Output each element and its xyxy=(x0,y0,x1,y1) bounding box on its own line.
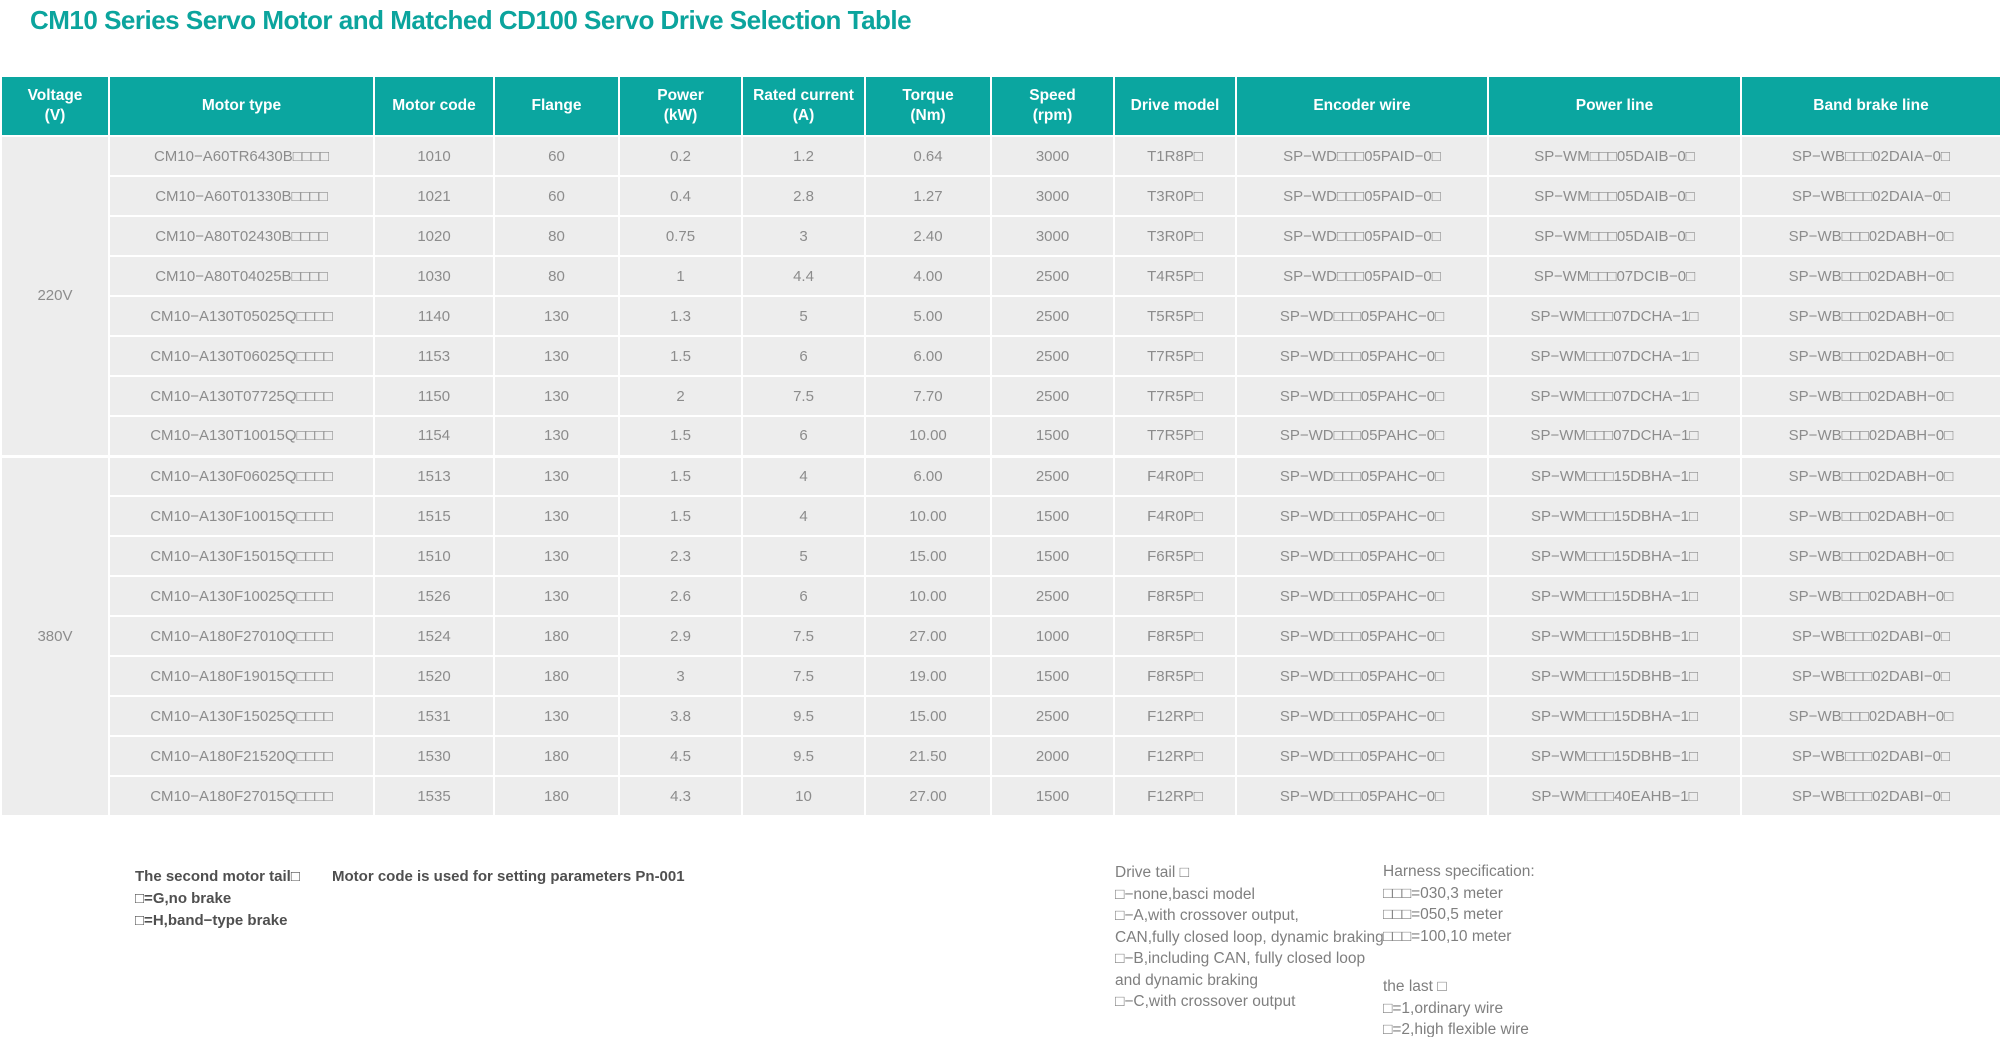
table-cell: SP−WD□□□05PAHC−0□ xyxy=(1236,616,1488,656)
table-cell: SP−WB□□□02DABI−0□ xyxy=(1741,776,2000,816)
table-cell: 1000 xyxy=(991,616,1114,656)
table-cell: SP−WM□□□07DCHA−1□ xyxy=(1488,376,1741,416)
note-line: □−A,with crossover output, xyxy=(1115,907,1299,924)
note-line: □−C,with crossover output xyxy=(1115,993,1296,1010)
note-motor-tail-lines xyxy=(135,888,300,932)
table-row xyxy=(1,136,2000,176)
table-cell: 1.3 xyxy=(619,296,742,336)
table-cell: 60 xyxy=(494,176,619,216)
table-cell: SP−WM□□□15DBHA−1□ xyxy=(1488,456,1741,496)
selection-table-body xyxy=(1,136,2000,816)
table-cell: SP−WB□□□02DABH−0□ xyxy=(1741,216,2000,256)
voltage-cell: 380V xyxy=(1,456,109,816)
note-harness xyxy=(1383,861,1535,947)
table-cell: 1513 xyxy=(374,456,494,496)
table-cell: T7R5P□ xyxy=(1114,376,1236,416)
table-cell: SP−WM□□□15DBHB−1□ xyxy=(1488,736,1741,776)
note-last-square-lines xyxy=(1383,998,1529,1037)
table-cell: SP−WM□□□15DBHB−1□ xyxy=(1488,616,1741,656)
table-cell: 2.40 xyxy=(865,216,991,256)
table-row xyxy=(1,696,2000,736)
table-cell: 1140 xyxy=(374,296,494,336)
table-cell: 3.8 xyxy=(619,696,742,736)
table-cell: CM10−A80T02430B□□□□ xyxy=(109,216,374,256)
table-cell: 2500 xyxy=(991,296,1114,336)
table-cell: 2.9 xyxy=(619,616,742,656)
table-cell: SP−WD□□□05PAHC−0□ xyxy=(1236,336,1488,376)
table-cell: 0.2 xyxy=(619,136,742,176)
table-cell: SP−WM□□□07DCHA−1□ xyxy=(1488,336,1741,376)
table-cell: 1500 xyxy=(991,496,1114,536)
table-cell: 15.00 xyxy=(865,696,991,736)
note-harness-title: Harness specification: xyxy=(1383,863,1535,880)
table-cell: 2500 xyxy=(991,256,1114,296)
table-cell: CM10−A180F27010Q□□□□ xyxy=(109,616,374,656)
table-cell: T3R0P□ xyxy=(1114,176,1236,216)
table-cell: 6.00 xyxy=(865,456,991,496)
table-cell: SP−WM□□□15DBHA−1□ xyxy=(1488,536,1741,576)
note-line: □□□=030,3 meter xyxy=(1383,884,1503,902)
table-cell: 5 xyxy=(742,296,865,336)
table-cell: SP−WB□□□02DABH−0□ xyxy=(1741,576,2000,616)
table-cell: F12RP□ xyxy=(1114,776,1236,816)
table-cell: 3 xyxy=(742,216,865,256)
table-cell: F4R0P□ xyxy=(1114,496,1236,536)
table-row xyxy=(1,416,2000,456)
table-cell: 130 xyxy=(494,496,619,536)
note-drive-tail xyxy=(1115,862,1384,1013)
note-line: □□□=100,10 meter xyxy=(1383,927,1512,945)
table-cell: 1520 xyxy=(374,656,494,696)
table-cell: 130 xyxy=(494,376,619,416)
table-cell: SP−WB□□□02DABH−0□ xyxy=(1741,296,2000,336)
table-cell: CM10−A180F21520Q□□□□ xyxy=(109,736,374,776)
table-row xyxy=(1,736,2000,776)
column-header: Motor code xyxy=(374,76,494,136)
selection-table xyxy=(0,75,2000,817)
table-cell: 180 xyxy=(494,616,619,656)
table-cell: SP−WM□□□07DCHA−1□ xyxy=(1488,296,1741,336)
table-cell: 1535 xyxy=(374,776,494,816)
table-cell: 1.2 xyxy=(742,136,865,176)
column-header: Power (kW) xyxy=(619,76,742,136)
table-cell: SP−WB□□□02DABI−0□ xyxy=(1741,736,2000,776)
table-cell: 1526 xyxy=(374,576,494,616)
table-cell: 1 xyxy=(619,256,742,296)
table-cell: 7.70 xyxy=(865,376,991,416)
table-cell: T1R8P□ xyxy=(1114,136,1236,176)
table-cell: 6.00 xyxy=(865,336,991,376)
table-cell: 21.50 xyxy=(865,736,991,776)
table-cell: 7.5 xyxy=(742,376,865,416)
table-cell: SP−WM□□□05DAIB−0□ xyxy=(1488,176,1741,216)
note-line: □□□=050,5 meter xyxy=(1383,906,1503,923)
table-cell: 1030 xyxy=(374,256,494,296)
table-cell: 10.00 xyxy=(865,576,991,616)
table-cell: F8R5P□ xyxy=(1114,656,1236,696)
table-cell: 4.3 xyxy=(619,776,742,816)
table-cell: SP−WD□□□05PAID−0□ xyxy=(1236,136,1488,176)
table-cell: SP−WD□□□05PAHC−0□ xyxy=(1236,696,1488,736)
table-cell: 180 xyxy=(494,656,619,696)
table-cell: 130 xyxy=(494,296,619,336)
table-cell: F4R0P□ xyxy=(1114,456,1236,496)
table-cell: SP−WB□□□02DAIA−0□ xyxy=(1741,136,2000,176)
table-cell: 4.4 xyxy=(742,256,865,296)
note-last-square-title: the last □ xyxy=(1383,978,1447,995)
table-cell: 130 xyxy=(494,536,619,576)
table-row xyxy=(1,576,2000,616)
table-cell: 1510 xyxy=(374,536,494,576)
table-cell: SP−WB□□□02DABH−0□ xyxy=(1741,256,2000,296)
table-cell: 2.3 xyxy=(619,536,742,576)
table-cell: SP−WD□□□05PAID−0□ xyxy=(1236,256,1488,296)
table-cell: SP−WD□□□05PAHC−0□ xyxy=(1236,496,1488,536)
note-drive-tail-title: Drive tail □ xyxy=(1115,864,1189,881)
table-cell: 0.75 xyxy=(619,216,742,256)
table-cell: SP−WB□□□02DABH−0□ xyxy=(1741,456,2000,496)
column-header: Speed (rpm) xyxy=(991,76,1114,136)
table-cell: SP−WD□□□05PAHC−0□ xyxy=(1236,736,1488,776)
table-cell: F8R5P□ xyxy=(1114,576,1236,616)
table-cell: SP−WD□□□05PAID−0□ xyxy=(1236,176,1488,216)
table-cell: 180 xyxy=(494,776,619,816)
table-cell: F6R5P□ xyxy=(1114,536,1236,576)
table-cell: 0.4 xyxy=(619,176,742,216)
table-cell: SP−WM□□□15DBHA−1□ xyxy=(1488,576,1741,616)
table-cell: 1524 xyxy=(374,616,494,656)
table-cell: SP−WB□□□02DABH−0□ xyxy=(1741,376,2000,416)
note-line: □−none,basci model xyxy=(1115,885,1255,903)
column-header: Voltage (V) xyxy=(1,76,109,136)
table-cell: SP−WD□□□05PAHC−0□ xyxy=(1236,656,1488,696)
table-cell: 4.00 xyxy=(865,256,991,296)
table-cell: 2500 xyxy=(991,336,1114,376)
table-cell: 1.5 xyxy=(619,336,742,376)
table-cell: 3 xyxy=(619,656,742,696)
table-cell: 1.5 xyxy=(619,456,742,496)
table-cell: CM10−A60T01330B□□□□ xyxy=(109,176,374,216)
note-harness-lines xyxy=(1383,883,1535,948)
table-cell: CM10−A130F06025Q□□□□ xyxy=(109,456,374,496)
table-cell: 2500 xyxy=(991,696,1114,736)
column-header: Drive model xyxy=(1114,76,1236,136)
table-cell: CM10−A130F15015Q□□□□ xyxy=(109,536,374,576)
table-cell: 6 xyxy=(742,416,865,456)
column-header: Rated current (A) xyxy=(742,76,865,136)
table-cell: 1515 xyxy=(374,496,494,536)
table-cell: SP−WD□□□05PAHC−0□ xyxy=(1236,416,1488,456)
table-cell: CM10−A130T07725Q□□□□ xyxy=(109,376,374,416)
table-cell: 0.64 xyxy=(865,136,991,176)
note-line: CAN,fully closed loop, dynamic braking xyxy=(1115,928,1384,946)
note-line: and dynamic braking xyxy=(1115,971,1259,989)
table-cell: 10 xyxy=(742,776,865,816)
column-header: Band brake line xyxy=(1741,76,2000,136)
table-cell: CM10−A130T10015Q□□□□ xyxy=(109,416,374,456)
note-motor-code xyxy=(332,866,685,888)
table-row xyxy=(1,336,2000,376)
table-cell: 5.00 xyxy=(865,296,991,336)
table-cell: T7R5P□ xyxy=(1114,416,1236,456)
table-cell: 27.00 xyxy=(865,776,991,816)
table-cell: SP−WB□□□02DABH−0□ xyxy=(1741,496,2000,536)
table-cell: 60 xyxy=(494,136,619,176)
table-cell: SP−WB□□□02DAIA−0□ xyxy=(1741,176,2000,216)
table-cell: SP−WD□□□05PAHC−0□ xyxy=(1236,776,1488,816)
table-row xyxy=(1,256,2000,296)
note-line: □−B,including CAN, fully closed loop xyxy=(1115,950,1366,967)
table-row xyxy=(1,776,2000,816)
note-line: □=H,band−type brake xyxy=(135,912,288,929)
table-cell: 1021 xyxy=(374,176,494,216)
table-cell: F12RP□ xyxy=(1114,696,1236,736)
table-cell: 2 xyxy=(619,376,742,416)
table-cell: 6 xyxy=(742,336,865,376)
table-cell: 9.5 xyxy=(742,736,865,776)
column-header: Flange xyxy=(494,76,619,136)
table-cell: 2000 xyxy=(991,736,1114,776)
table-cell: SP−WB□□□02DABH−0□ xyxy=(1741,536,2000,576)
table-cell: SP−WM□□□07DCHA−1□ xyxy=(1488,416,1741,456)
table-row xyxy=(1,536,2000,576)
note-line: □=1,ordinary wire xyxy=(1383,999,1504,1017)
table-cell: 2.8 xyxy=(742,176,865,216)
table-cell: 5 xyxy=(742,536,865,576)
table-row xyxy=(1,656,2000,696)
table-cell: 1010 xyxy=(374,136,494,176)
page-title: CM10 Series Servo Motor and Matched CD100 Servo Drive Selection Table xyxy=(30,5,912,35)
table-cell: 4.5 xyxy=(619,736,742,776)
table-cell: 1500 xyxy=(991,536,1114,576)
table-cell: 1153 xyxy=(374,336,494,376)
table-cell: 19.00 xyxy=(865,656,991,696)
table-row xyxy=(1,296,2000,336)
table-cell: 3000 xyxy=(991,216,1114,256)
table-cell: 6 xyxy=(742,576,865,616)
table-cell: 1531 xyxy=(374,696,494,736)
table-cell: 1500 xyxy=(991,776,1114,816)
table-cell: CM10−A130F15025Q□□□□ xyxy=(109,696,374,736)
table-cell: 130 xyxy=(494,696,619,736)
table-cell: SP−WD□□□05PAHC−0□ xyxy=(1236,296,1488,336)
table-cell: 130 xyxy=(494,456,619,496)
note-motor-code-text: Motor code is used for setting parameters Pn-001 xyxy=(332,868,685,885)
table-cell: 1154 xyxy=(374,416,494,456)
table-cell: 10.00 xyxy=(865,416,991,456)
table-row xyxy=(1,616,2000,656)
table-cell: CM10−A180F27015Q□□□□ xyxy=(109,776,374,816)
table-cell: 1500 xyxy=(991,416,1114,456)
note-motor-tail xyxy=(135,866,300,932)
table-cell: SP−WD□□□05PAHC−0□ xyxy=(1236,576,1488,616)
table-cell: 2500 xyxy=(991,456,1114,496)
table-cell: 27.00 xyxy=(865,616,991,656)
note-motor-tail-title: The second motor tail□ xyxy=(135,868,300,885)
table-cell: 1150 xyxy=(374,376,494,416)
column-header: Encoder wire xyxy=(1236,76,1488,136)
table-row xyxy=(1,216,2000,256)
note-line: □=2,high flexible wire xyxy=(1383,1021,1529,1037)
table-cell: 3000 xyxy=(991,136,1114,176)
table-cell: SP−WB□□□02DABH−0□ xyxy=(1741,696,2000,736)
table-cell: 130 xyxy=(494,576,619,616)
column-header: Power line xyxy=(1488,76,1741,136)
table-cell: 15.00 xyxy=(865,536,991,576)
table-row xyxy=(1,456,2000,496)
column-header: Motor type xyxy=(109,76,374,136)
table-cell: 3000 xyxy=(991,176,1114,216)
table-cell: 1020 xyxy=(374,216,494,256)
table-cell: SP−WD□□□05PAID−0□ xyxy=(1236,216,1488,256)
table-cell: 4 xyxy=(742,456,865,496)
table-cell: CM10−A130F10025Q□□□□ xyxy=(109,576,374,616)
table-cell: 10.00 xyxy=(865,496,991,536)
table-cell: CM10−A60TR6430B□□□□ xyxy=(109,136,374,176)
table-cell: CM10−A180F19015Q□□□□ xyxy=(109,656,374,696)
table-cell: SP−WB□□□02DABI−0□ xyxy=(1741,656,2000,696)
table-cell: 1530 xyxy=(374,736,494,776)
table-cell: 130 xyxy=(494,416,619,456)
table-cell: SP−WB□□□02DABH−0□ xyxy=(1741,416,2000,456)
table-cell: SP−WM□□□40EAHB−1□ xyxy=(1488,776,1741,816)
table-cell: SP−WB□□□02DABI−0□ xyxy=(1741,616,2000,656)
table-cell: SP−WM□□□15DBHB−1□ xyxy=(1488,656,1741,696)
table-cell: 2.6 xyxy=(619,576,742,616)
table-cell: SP−WM□□□07DCIB−0□ xyxy=(1488,256,1741,296)
table-cell: T4R5P□ xyxy=(1114,256,1236,296)
table-cell: SP−WD□□□05PAHC−0□ xyxy=(1236,536,1488,576)
table-cell: 7.5 xyxy=(742,616,865,656)
table-cell: 80 xyxy=(494,256,619,296)
table-cell: 1.5 xyxy=(619,416,742,456)
table-cell: F8R5P□ xyxy=(1114,616,1236,656)
table-cell: 1.5 xyxy=(619,496,742,536)
table-cell: SP−WM□□□15DBHA−1□ xyxy=(1488,496,1741,536)
table-cell: CM10−A130F10015Q□□□□ xyxy=(109,496,374,536)
note-line: □=G,no brake xyxy=(135,890,232,907)
table-cell: CM10−A130T05025Q□□□□ xyxy=(109,296,374,336)
table-cell: T5R5P□ xyxy=(1114,296,1236,336)
table-cell: 9.5 xyxy=(742,696,865,736)
table-row xyxy=(1,496,2000,536)
table-cell: SP−WM□□□05DAIB−0□ xyxy=(1488,136,1741,176)
table-cell: CM10−A130T06025Q□□□□ xyxy=(109,336,374,376)
table-cell: 7.5 xyxy=(742,656,865,696)
voltage-cell: 220V xyxy=(1,136,109,456)
table-cell: 1.27 xyxy=(865,176,991,216)
table-cell: 2500 xyxy=(991,376,1114,416)
table-cell: SP−WD□□□05PAHC−0□ xyxy=(1236,376,1488,416)
header-row xyxy=(1,76,2000,136)
table-cell: CM10−A80T04025B□□□□ xyxy=(109,256,374,296)
note-drive-tail-lines xyxy=(1115,884,1384,1013)
table-cell: T7R5P□ xyxy=(1114,336,1236,376)
table-cell: SP−WM□□□05DAIB−0□ xyxy=(1488,216,1741,256)
note-last-square xyxy=(1383,976,1529,1037)
table-cell: T3R0P□ xyxy=(1114,216,1236,256)
table-cell: SP−WB□□□02DABH−0□ xyxy=(1741,336,2000,376)
table-cell: 80 xyxy=(494,216,619,256)
table-cell: SP−WD□□□05PAHC−0□ xyxy=(1236,456,1488,496)
table-cell: SP−WM□□□15DBHA−1□ xyxy=(1488,696,1741,736)
table-cell: 2500 xyxy=(991,576,1114,616)
table-cell: F12RP□ xyxy=(1114,736,1236,776)
table-cell: 4 xyxy=(742,496,865,536)
table-cell: 1500 xyxy=(991,656,1114,696)
table-row xyxy=(1,176,2000,216)
column-header: Torque (Nm) xyxy=(865,76,991,136)
table-row xyxy=(1,376,2000,416)
table-cell: 180 xyxy=(494,736,619,776)
table-cell: 130 xyxy=(494,336,619,376)
